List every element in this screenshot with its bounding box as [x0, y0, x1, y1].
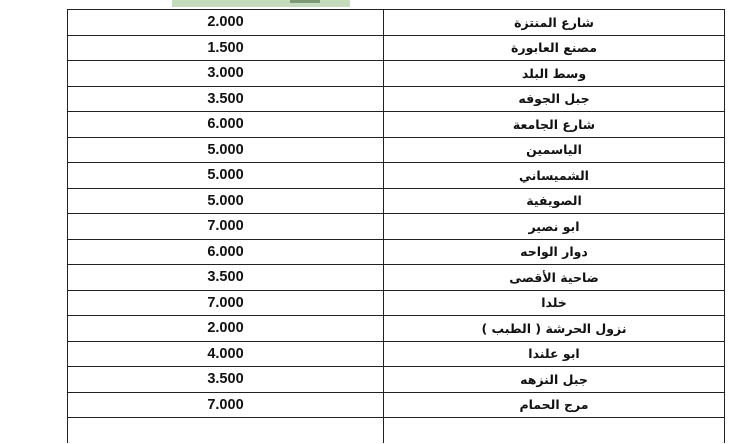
fare-table-body [68, 10, 725, 443]
empty-table-row [68, 418, 725, 443]
table-row [68, 239, 725, 265]
place-cell: شارع المنتزة [384, 10, 725, 36]
price-cell: 6.000 [68, 112, 384, 138]
table-row [68, 137, 725, 163]
place-cell: دوار الواحه [384, 239, 725, 265]
price-cell: 5.000 [68, 163, 384, 189]
price-cell: 5.000 [68, 137, 384, 163]
price-cell: 3.500 [68, 367, 384, 393]
fare-table [67, 9, 725, 443]
table-row [68, 265, 725, 291]
table-row [68, 290, 725, 316]
price-cell: 2.000 [68, 316, 384, 342]
table-row [68, 10, 725, 36]
table-row [68, 367, 725, 393]
place-cell: الياسمين [384, 137, 725, 163]
place-cell: الصويفية [384, 188, 725, 214]
place-cell: وسط البلد [384, 61, 725, 87]
price-cell-empty [68, 418, 384, 443]
place-cell: مرج الحمام [384, 392, 725, 418]
place-cell: شارع الجامعة [384, 112, 725, 138]
place-cell: ابو نصير [384, 214, 725, 240]
top-green-strip [172, 0, 350, 7]
price-cell: 7.000 [68, 214, 384, 240]
price-cell: 1.500 [68, 35, 384, 61]
table-row [68, 316, 725, 342]
price-cell: 6.000 [68, 239, 384, 265]
place-cell: نزول الحرشة ( الطبب ) [384, 316, 725, 342]
table-row [68, 188, 725, 214]
top-green-strip-accent [290, 0, 320, 3]
place-cell: خلدا [384, 290, 725, 316]
table-row [68, 61, 725, 87]
price-cell: 5.000 [68, 188, 384, 214]
price-cell: 7.000 [68, 392, 384, 418]
place-cell: جبل الجوفه [384, 86, 725, 112]
price-cell: 4.000 [68, 341, 384, 367]
place-cell: ابو علندا [384, 341, 725, 367]
place-cell: مصنع العابورة [384, 35, 725, 61]
price-cell: 3.000 [68, 61, 384, 87]
table-row [68, 86, 725, 112]
price-cell: 2.000 [68, 10, 384, 36]
price-cell: 3.500 [68, 86, 384, 112]
table-row [68, 392, 725, 418]
place-cell: جبل النزهه [384, 367, 725, 393]
table-row [68, 35, 725, 61]
place-cell: الشميساني [384, 163, 725, 189]
place-cell: ضاحية الأقصى [384, 265, 725, 291]
table-row [68, 341, 725, 367]
place-cell-empty [384, 418, 725, 443]
table-row [68, 163, 725, 189]
price-cell: 7.000 [68, 290, 384, 316]
table-row [68, 112, 725, 138]
price-cell: 3.500 [68, 265, 384, 291]
table-row [68, 214, 725, 240]
